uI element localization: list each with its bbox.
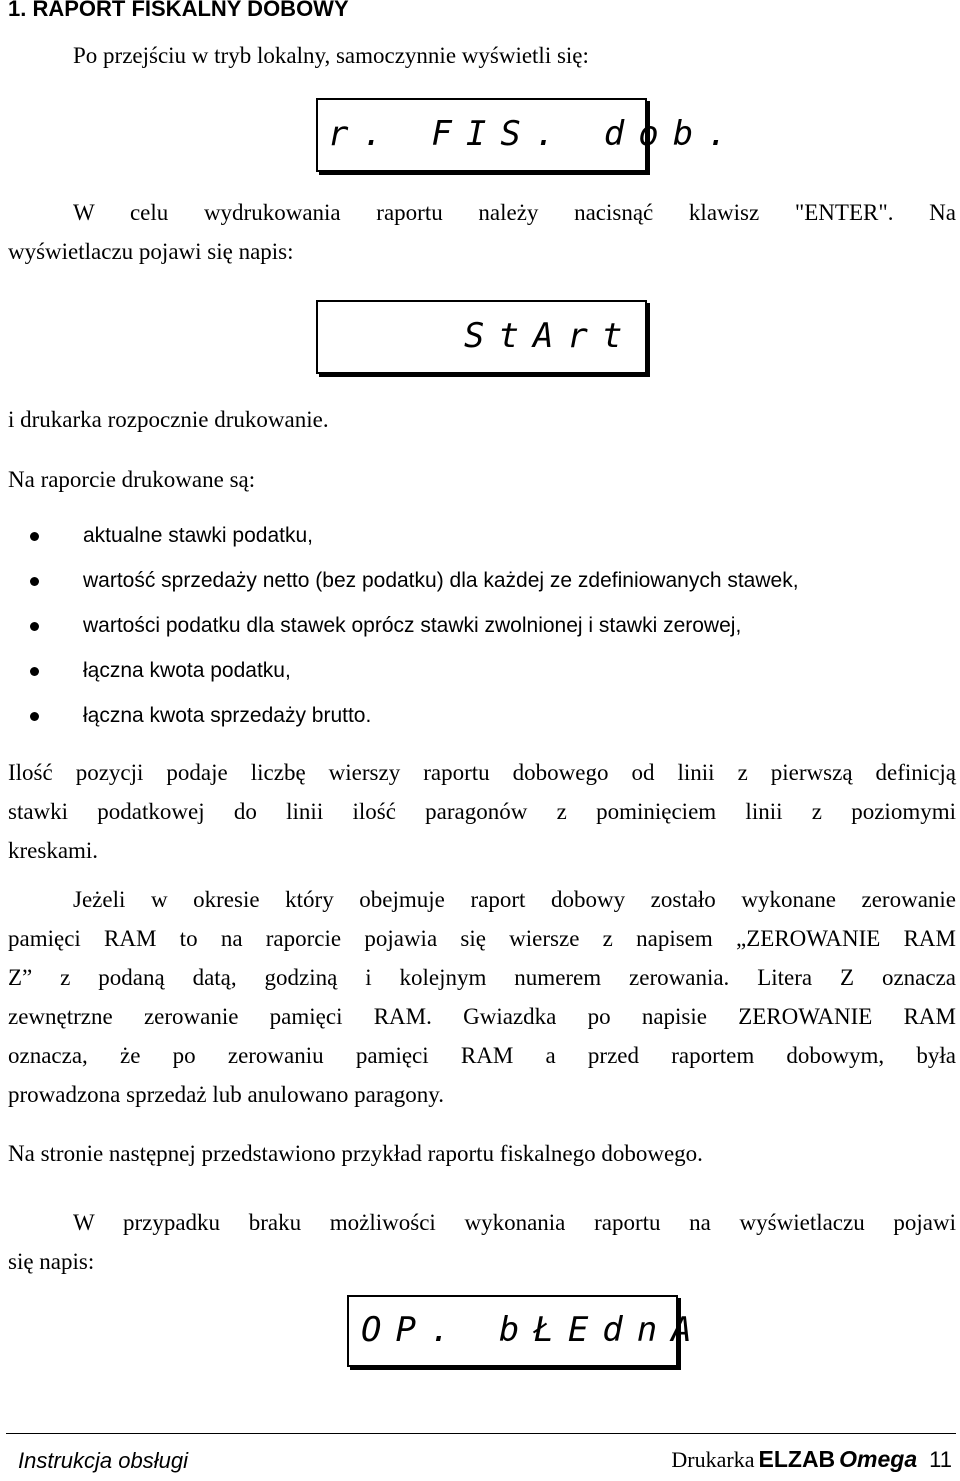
list-item [0,698,960,738]
ilosc-paragraph-line2: stawki podatkowej do linii ilość paragonów z pominięciem linii z poziomymi [8,799,956,824]
error-paragraph-line1: W przypadku braku możliwości wykonania raportu na wyświetlaczu pojawi [73,1210,956,1235]
list-item [0,653,960,693]
bullet-icon [30,667,39,676]
footer-brand-name: ELZAB [758,1446,836,1472]
footer-divider [6,1433,956,1434]
enter-paragraph-line1: W celu wydrukowania raportu należy nacisnąć klawisz "ENTER". Na [73,200,956,225]
zerowanie-paragraph-line2: pamięci RAM to na raporcie pojawia się wiersze z napisem „ZEROWANIE RAM [8,926,956,951]
bullet-icon [30,577,39,586]
zerowanie-paragraph-line4: zewnętrzne zerowanie pamięci RAM. Gwiazdka po napisie ZEROWANIE RAM [8,1004,956,1029]
list-item-text: wartości podatku dla stawek oprócz stawki zwolnionej i stawki zerowej, [83,614,742,637]
lcd-display-text: OP. bŁEdnA [361,1310,706,1350]
page-number: 11 [929,1447,952,1472]
intro-text: Po przejściu w tryb lokalny, samoczynnie wyświetli się: [73,43,589,68]
lcd-display-text: r. FIS. dob. [328,114,742,154]
list-item [0,608,960,648]
list-item-text: wartość sprzedaży netto (bez podatku) dla każdej ze zdefiniowanych stawek, [83,569,799,592]
list-item-text: łączna kwota sprzedaży brutto. [83,704,372,727]
section-title: 1. RAPORT FISKALNY DOBOWY [8,0,349,21]
list-item-text: łączna kwota podatku, [83,659,291,682]
footer-manual-title: Instrukcja obsługi [18,1448,188,1473]
list-item [0,563,960,603]
next-page-text: Na stronie następnej przedstawiono przykład raportu fiskalnego dobowego. [8,1141,703,1166]
lcd-display-text: StArt [464,316,637,356]
footer-brand-prefix: Drukarka [671,1447,755,1472]
report-intro-text: Na raporcie drukowane są: [8,467,256,492]
bullet-icon [30,712,39,721]
lcd-display-error [347,1295,706,1367]
zerowanie-paragraph-line3: Z” z podaną datą, godziną i kolejnym numerem zerowania. Litera Z oznacza [8,965,956,990]
zerowanie-paragraph-line5: oznacza, że po zerowaniu pamięci RAM a przed raportem dobowym, była [8,1043,956,1068]
list-item-text: aktualne stawki podatku, [83,524,313,547]
footer-brand-model: Omega [839,1446,918,1472]
bullet-icon [30,532,39,541]
list-item [0,518,960,558]
zerowanie-paragraph-line1: Jeżeli w okresie który obejmuje raport dobowy zostało wykonane zerowanie [73,887,956,912]
ilosc-paragraph-line1: Ilość pozycji podaje liczbę wierszy raportu dobowego od linii z pierwszą definicją [8,760,956,785]
footer-brand [671,1446,952,1473]
lcd-display-fis-dob [316,98,742,172]
ilosc-paragraph-line3: kreskami. [8,838,99,863]
enter-paragraph-line2: wyświetlaczu pojawi się napis: [8,239,294,264]
lcd-display-start [316,300,647,374]
zerowanie-paragraph-line6: prowadzona sprzedaż lub anulowano paragony. [8,1082,444,1107]
bullet-icon [30,622,39,631]
error-paragraph-line2: się napis: [8,1249,95,1274]
printer-start-text: i drukarka rozpocznie drukowanie. [8,407,329,432]
